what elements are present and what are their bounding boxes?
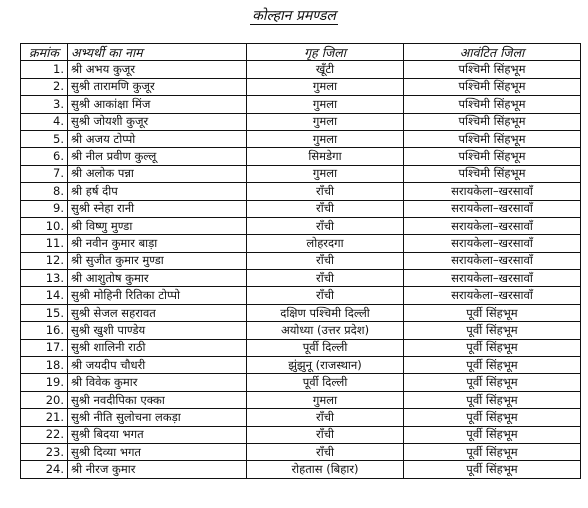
cell-candidate-name: श्री विवेक कुमार bbox=[68, 374, 247, 391]
cell-candidate-name: सुश्री सेजल सहरावत bbox=[68, 304, 247, 321]
cell-serial: 20. bbox=[21, 391, 68, 408]
cell-home-district: राँची bbox=[247, 183, 404, 200]
cell-allotted-district: पूर्वी सिंहभूम bbox=[404, 339, 581, 356]
cell-serial: 9. bbox=[21, 200, 68, 217]
table-row bbox=[21, 304, 581, 321]
cell-candidate-name: श्री अभय कुजूर bbox=[68, 61, 247, 78]
cell-allotted-district: पूर्वी सिंहभूम bbox=[404, 304, 581, 321]
cell-allotted-district: पूर्वी सिंहभूम bbox=[404, 357, 581, 374]
cell-serial: 16. bbox=[21, 322, 68, 339]
cell-home-district: झुंझुनू (राजस्थान) bbox=[247, 357, 404, 374]
cell-home-district: राँची bbox=[247, 270, 404, 287]
cell-serial: 3. bbox=[21, 96, 68, 113]
table-row bbox=[21, 148, 581, 165]
cell-serial: 15. bbox=[21, 304, 68, 321]
cell-allotted-district: सरायकेला–खरसावाँ bbox=[404, 200, 581, 217]
cell-allotted-district: पश्चिमी सिंहभूम bbox=[404, 165, 581, 182]
table-row bbox=[21, 78, 581, 95]
cell-serial: 7. bbox=[21, 165, 68, 182]
table-row bbox=[21, 96, 581, 113]
cell-allotted-district: सरायकेला–खरसावाँ bbox=[404, 217, 581, 234]
cell-candidate-name: श्री जयदीप चौधरी bbox=[68, 357, 247, 374]
table-row bbox=[21, 252, 581, 269]
cell-allotted-district: पूर्वी सिंहभूम bbox=[404, 322, 581, 339]
table-header-row bbox=[21, 44, 581, 61]
cell-serial: 22. bbox=[21, 426, 68, 443]
cell-serial: 17. bbox=[21, 339, 68, 356]
cell-home-district: राँची bbox=[247, 200, 404, 217]
cell-home-district: सिमडेगा bbox=[247, 148, 404, 165]
cell-serial: 24. bbox=[21, 461, 68, 478]
cell-home-district: गुमला bbox=[247, 130, 404, 147]
cell-candidate-name: सुश्री तारामणि कुजूर bbox=[68, 78, 247, 95]
page-title-text: कोल्हान प्रमण्डल bbox=[252, 8, 336, 24]
cell-allotted-district: पश्चिमी सिंहभूम bbox=[404, 61, 581, 78]
cell-home-district: लोहरदगा bbox=[247, 235, 404, 252]
cell-serial: 6. bbox=[21, 148, 68, 165]
cell-candidate-name: श्री अलोक पन्ना bbox=[68, 165, 247, 182]
cell-candidate-name: सुश्री दिव्या भगत bbox=[68, 443, 247, 460]
table-row bbox=[21, 374, 581, 391]
table-row bbox=[21, 409, 581, 426]
cell-serial: 21. bbox=[21, 409, 68, 426]
cell-candidate-name: सुश्री आकांक्षा मिंज bbox=[68, 96, 247, 113]
table-row bbox=[21, 113, 581, 130]
page-title bbox=[0, 6, 588, 25]
cell-home-district: राँची bbox=[247, 409, 404, 426]
cell-candidate-name: सुश्री शालिनी राठी bbox=[68, 339, 247, 356]
cell-serial: 5. bbox=[21, 130, 68, 147]
table-row bbox=[21, 165, 581, 182]
table-row bbox=[21, 443, 581, 460]
cell-candidate-name: सुश्री खुशी पाण्डेय bbox=[68, 322, 247, 339]
cell-allotted-district: पूर्वी सिंहभूम bbox=[404, 461, 581, 478]
cell-home-district: पूर्वी दिल्ली bbox=[247, 339, 404, 356]
cell-candidate-name: श्री नवीन कुमार बाड़ा bbox=[68, 235, 247, 252]
cell-home-district: गुमला bbox=[247, 391, 404, 408]
cell-home-district: गुमला bbox=[247, 96, 404, 113]
cell-serial: 1. bbox=[21, 61, 68, 78]
cell-allotted-district: पूर्वी सिंहभूम bbox=[404, 374, 581, 391]
cell-allotted-district: पूर्वी सिंहभूम bbox=[404, 443, 581, 460]
table-row bbox=[21, 130, 581, 147]
cell-candidate-name: श्री नील प्रवीण कुल्लू bbox=[68, 148, 247, 165]
cell-allotted-district: सरायकेला–खरसावाँ bbox=[404, 235, 581, 252]
cell-candidate-name: श्री अजय टोप्पो bbox=[68, 130, 247, 147]
cell-candidate-name: श्री हर्ष दीप bbox=[68, 183, 247, 200]
allocation-table bbox=[20, 43, 581, 479]
cell-serial: 23. bbox=[21, 443, 68, 460]
cell-home-district: पूर्वी दिल्ली bbox=[247, 374, 404, 391]
cell-allotted-district: सरायकेला–खरसावाँ bbox=[404, 287, 581, 304]
table-row bbox=[21, 322, 581, 339]
cell-allotted-district: पश्चिमी सिंहभूम bbox=[404, 130, 581, 147]
cell-candidate-name: सुश्री जोयशी कुजूर bbox=[68, 113, 247, 130]
cell-allotted-district: सरायकेला–खरसावाँ bbox=[404, 252, 581, 269]
cell-allotted-district: पश्चिमी सिंहभूम bbox=[404, 148, 581, 165]
table-row bbox=[21, 183, 581, 200]
header-home-district: गृह जिला bbox=[247, 44, 404, 61]
header-candidate-name: अभ्यर्थी का नाम bbox=[68, 44, 247, 61]
table-row bbox=[21, 426, 581, 443]
table-row bbox=[21, 339, 581, 356]
cell-home-district: राँची bbox=[247, 217, 404, 234]
cell-home-district: राँची bbox=[247, 443, 404, 460]
table-row bbox=[21, 235, 581, 252]
header-allotted-district: आवंटित जिला bbox=[404, 44, 581, 61]
cell-allotted-district: पश्चिमी सिंहभूम bbox=[404, 96, 581, 113]
table-row bbox=[21, 461, 581, 478]
cell-home-district: दक्षिण पश्चिमी दिल्ली bbox=[247, 304, 404, 321]
table-row bbox=[21, 287, 581, 304]
cell-candidate-name: श्री नीरज कुमार bbox=[68, 461, 247, 478]
cell-serial: 4. bbox=[21, 113, 68, 130]
cell-serial: 11. bbox=[21, 235, 68, 252]
cell-serial: 19. bbox=[21, 374, 68, 391]
cell-home-district: अयोध्या (उत्तर प्रदेश) bbox=[247, 322, 404, 339]
cell-allotted-district: पूर्वी सिंहभूम bbox=[404, 409, 581, 426]
cell-serial: 13. bbox=[21, 270, 68, 287]
cell-home-district: गुमला bbox=[247, 78, 404, 95]
cell-allotted-district: पूर्वी सिंहभूम bbox=[404, 426, 581, 443]
table-row bbox=[21, 61, 581, 78]
cell-candidate-name: सुश्री मोहिनी रितिका टोप्पो bbox=[68, 287, 247, 304]
table-row bbox=[21, 217, 581, 234]
table-row bbox=[21, 200, 581, 217]
cell-home-district: राँची bbox=[247, 287, 404, 304]
cell-candidate-name: श्री विष्णु मुण्डा bbox=[68, 217, 247, 234]
table-row bbox=[21, 357, 581, 374]
cell-serial: 18. bbox=[21, 357, 68, 374]
cell-allotted-district: पश्चिमी सिंहभूम bbox=[404, 113, 581, 130]
cell-allotted-district: पूर्वी सिंहभूम bbox=[404, 391, 581, 408]
cell-candidate-name: श्री आशुतोष कुमार bbox=[68, 270, 247, 287]
cell-home-district: गुमला bbox=[247, 165, 404, 182]
cell-home-district: गुमला bbox=[247, 113, 404, 130]
table-row bbox=[21, 270, 581, 287]
cell-serial: 14. bbox=[21, 287, 68, 304]
cell-allotted-district: सरायकेला–खरसावाँ bbox=[404, 270, 581, 287]
cell-candidate-name: सुश्री नीति सुलोचना लकड़ा bbox=[68, 409, 247, 426]
cell-home-district: राँची bbox=[247, 426, 404, 443]
cell-candidate-name: सुश्री नवदीपिका एक्का bbox=[68, 391, 247, 408]
header-serial: क्रमांक bbox=[21, 44, 68, 61]
cell-serial: 10. bbox=[21, 217, 68, 234]
cell-serial: 2. bbox=[21, 78, 68, 95]
table-row bbox=[21, 391, 581, 408]
cell-candidate-name: सुश्री बिदया भगत bbox=[68, 426, 247, 443]
cell-serial: 12. bbox=[21, 252, 68, 269]
cell-candidate-name: सुश्री स्नेहा रानी bbox=[68, 200, 247, 217]
cell-candidate-name: श्री सुजीत कुमार मुण्डा bbox=[68, 252, 247, 269]
cell-allotted-district: पश्चिमी सिंहभूम bbox=[404, 78, 581, 95]
cell-home-district: रोहतास (बिहार) bbox=[247, 461, 404, 478]
table-body bbox=[21, 61, 581, 478]
cell-allotted-district: सरायकेला–खरसावाँ bbox=[404, 183, 581, 200]
cell-serial: 8. bbox=[21, 183, 68, 200]
cell-home-district: राँची bbox=[247, 252, 404, 269]
cell-home-district: खूँटी bbox=[247, 61, 404, 78]
